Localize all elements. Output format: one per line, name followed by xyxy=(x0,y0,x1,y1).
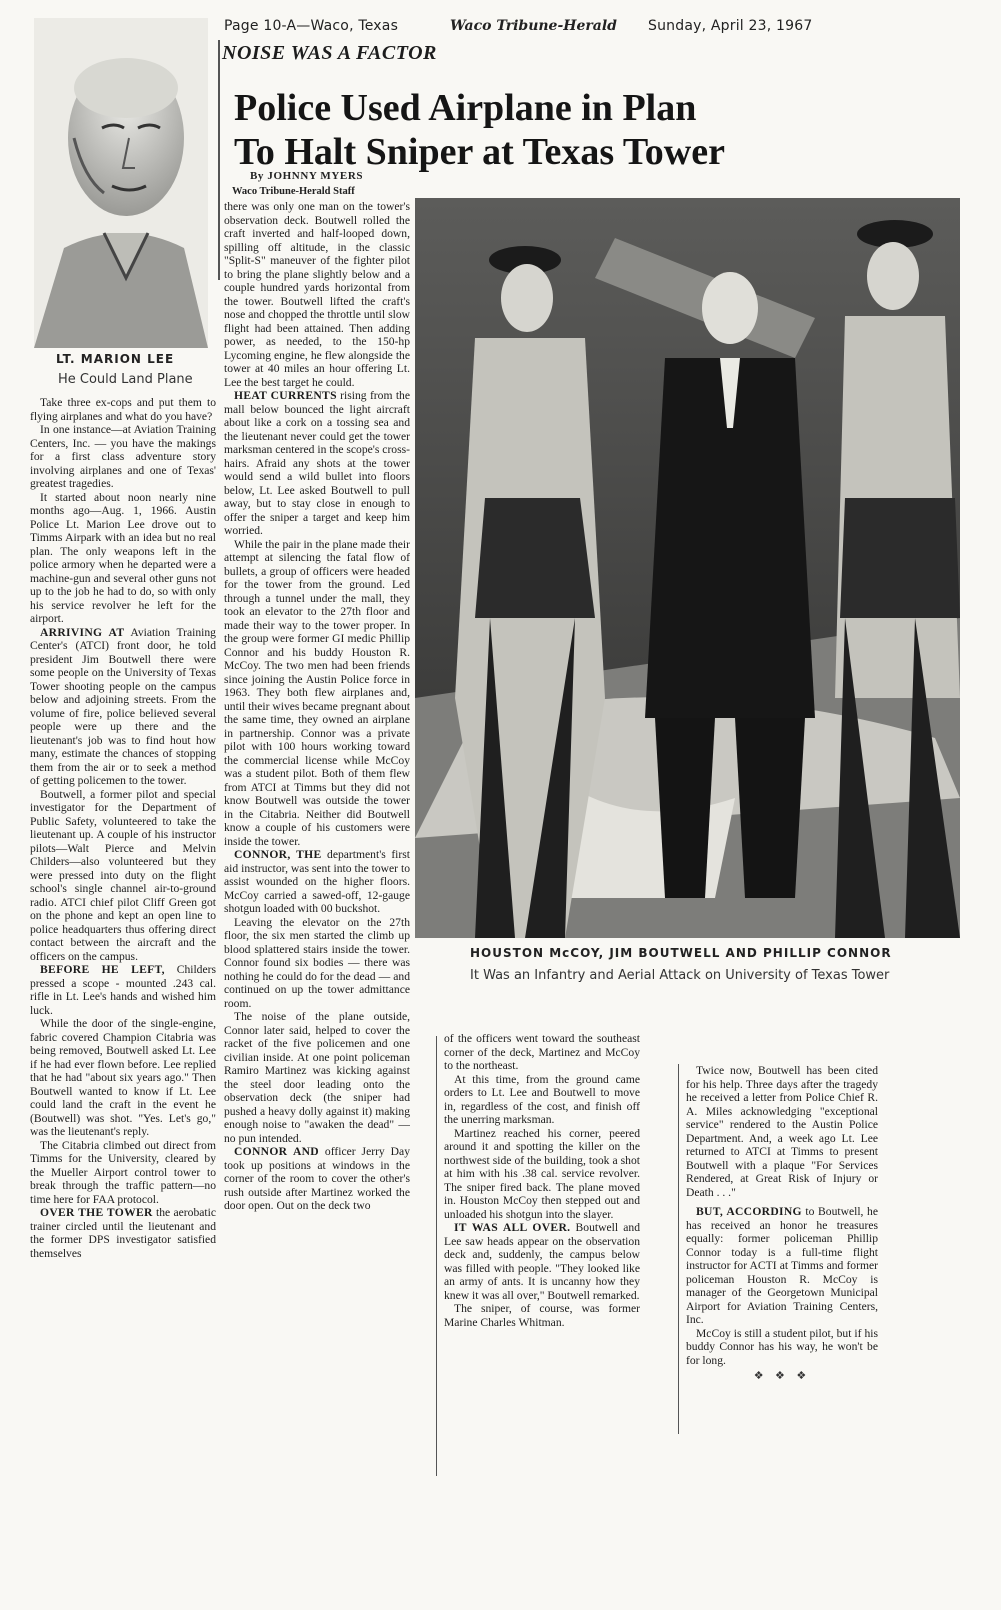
paragraph-body: department's first aid instructor, was sent into the tower to assist wounded on the higher floors. McCoy carried a sawed-off, 12-gauge shotgun loaded with 00 buckshot. xyxy=(224,848,410,915)
main-photo-image xyxy=(415,198,960,938)
paragraph-lead: BEFORE HE LEFT, xyxy=(40,963,165,976)
paragraph xyxy=(224,1145,410,1213)
paragraph-lead: CONNOR, THE xyxy=(234,848,322,861)
paragraph: At this time, from the ground came orders to Lt. Lee and Boutwell to move in, regardless of the cost, and finish off the unerring marksman. xyxy=(444,1072,640,1126)
paragraph-lead: BUT, ACCORDING xyxy=(696,1205,802,1218)
paragraph-lead: IT WAS ALL OVER. xyxy=(454,1221,571,1234)
paragraph: Take three ex-cops and put them to flying airplanes and what do you have? xyxy=(30,396,216,423)
paragraph: The Citabria climbed out direct from Timms for the University, cleared by the Mueller Airport control tower to break through the traffic pattern—no time here for FAA protocol. xyxy=(30,1138,216,1206)
byline: By JOHNNY MYERS xyxy=(250,170,364,182)
paragraph: McCoy is still a student pilot, but if his buddy Connor has his way, he won't be for long. xyxy=(686,1326,878,1367)
paragraph-body: to Boutwell, he has received an honor he treasures equally: former policeman Phillip Connor today is a full-time flight instructor for ACTI at Timms and former policeman Houston R. McCoy is manager of the Georgetown Municipal Airport for Aviation Training Centers, Inc. xyxy=(686,1205,878,1326)
portrait-caption: LT. MARION LEE xyxy=(56,352,175,366)
portrait-subcaption: He Could Land Plane xyxy=(58,372,193,387)
paragraph: The sniper, of course, was former Marine Charles Whitman. xyxy=(444,1302,640,1329)
paragraph xyxy=(224,389,410,538)
portrait-photo-lt-lee xyxy=(34,18,208,348)
paragraph: While the pair in the plane made their attempt at silencing the fatal flow of bullets, a group of officers were headed for the tower from the ground. Led through a tunnel under the mall, they took an elevator to the 27th floor and made their way to the tower proper. In the group were former GI medic Phillip Connor and his buddy Houston R. McCoy. The two men had been friends since joining the Austin Police force in 1963. They both flew airplanes and, until their wives became pregnant about the same time, they owned an airplane in partnership. Connor was a private pilot with 100 hours working toward the commercial license while McCoy was a student pilot. Both of them flew from ATCI at Timms but they did not know Boutwell was outside the tower in the Citabria. Neither did Boutwell know a couple of his customers were inside the tower. xyxy=(224,537,410,848)
headline xyxy=(234,86,725,174)
main-photo xyxy=(415,198,960,938)
headline-line-2: To Halt Sniper at Texas Tower xyxy=(234,131,725,173)
paragraph: It started about noon nearly nine months ago—Aug. 1, 1966. Austin Police Lt. Marion Lee drove out to Timms Airpark with an idea but no real plan. The only weapons left in the police armory when he departed were a machine-gun and several other guns not up to the job he had to do, so with only his service revolver he left for the airport. xyxy=(30,490,216,625)
article-column-2 xyxy=(224,200,410,1600)
paragraph xyxy=(224,848,410,916)
paragraph: of the officers went toward the southeast corner of the deck, Martinez and McCoy to the northeast. xyxy=(444,1032,640,1072)
main-photo-subcaption: It Was an Infantry and Aerial Attack on University of Texas Tower xyxy=(470,968,890,983)
paragraph-lead: CONNOR AND xyxy=(234,1145,319,1158)
paragraph: While the door of the single-engine, fabric covered Champion Citabria was being removed, Boutwell asked Lt. Lee if he had ever flown before. Lee replied that he had "about six years ago." Then Boutwell wanted to know if Lt. Lee could land the craft in the event he (Boutwell) was shot. "Yes. Let's go," was the lieutenant's reply. xyxy=(30,1017,216,1138)
paragraph: Martinez reached his corner, peered around it and spotting the killer on the northwest side of the building, took a shot at him with his .38 cal. service revolver. The sniper fired back. The plane moved in. Houston McCoy then stepped out and unloaded his shotgun into the slayer. xyxy=(444,1126,640,1221)
paragraph: Twice now, Boutwell has been cited for his help. Three days after the tragedy he received a letter from Police Chief R. A. Miles acknowledging "exceptional service" rendered to the Austin Police Department. And, a week ago Lt. Lee returned to ATCI at Timms to present Boutwell with a plaque "For Services Rendered, at Great Risk of Injury or Death . . ." xyxy=(686,1064,878,1199)
paragraph xyxy=(30,1206,216,1260)
main-photo-caption: HOUSTON McCOY, JIM BOUTWELL AND PHILLIP CONNOR xyxy=(470,946,892,960)
paragraph: there was only one man on the tower's observation deck. Boutwell rolled the craft inverted and half-looped down, spilling off altitude, in the classic "Split-S" maneuver of the fighter pilot to bring the plane slightly below and a couple hundred yards horizontal from the tower. Boutwell lifted the craft's nose and chopped the throttle until slow flight had been attained. Then adding power, as needed, to the 150-hp Lycoming engine, he flew alongside the tower at 40 miles an hour offering Lt. Lee the best target he could. xyxy=(224,200,410,389)
paragraph: Boutwell, a former pilot and special investigator for the Department of Public Safety, volunteered to take the lieutenant up. A couple of his instructor pilots—Walt Pierce and Melvin Childers—also volunteered but they were pressed into duty on the flight school's single channel air-to-ground radio. ATCI chief pilot Cliff Green got on the phone and kept an open line to police headquarters thus offering direct contact between the aircraft and the officers on the campus. xyxy=(30,787,216,963)
page-folio: Page 10-A—Waco, Texas xyxy=(224,18,399,34)
column-rule xyxy=(678,1064,679,1434)
paragraph: Leaving the elevator on the 27th floor, the six men started the climb up blood splattered stairs inside the tower. Connor found six bodies — there was nothing he could do for the dead — and continued on up the tower admittance room. xyxy=(224,915,410,1010)
paragraph-body: rising from the mall below bounced the light aircraft about like a cork on a tossing sea and the lieutenant never could get the tower marksman centered in the scope's cross-hairs. Afraid any shots at the tower would send a wild bullet into floors below, Lt. Lee asked Boutwell to pull away, but to stay close in enough to offer the sniper a target and keep him worried. xyxy=(224,389,410,537)
issue-date: Sunday, April 23, 1967 xyxy=(648,18,813,34)
paragraph xyxy=(444,1221,640,1302)
article-column-3 xyxy=(444,1032,640,1482)
article-column-1 xyxy=(30,396,216,1601)
paragraph: In one instance—at Aviation Training Centers, Inc. — you have the makings for a first class adventure story involving airplanes and one of Texas' greatest tragedies. xyxy=(30,423,216,490)
paragraph-body: Childers pressed a scope - mounted .243 cal. rifle in Lt. Lee's hands and wished him luck. xyxy=(30,963,216,1017)
end-mark: ❖ ❖ ❖ xyxy=(753,1369,811,1382)
paragraph: The noise of the plane outside, Connor later said, helped to cover the racket of the five policemen and one civilian inside. At one point policeman Ramiro Martinez was kicking against the steel door leading onto the observation deck (the sniper had pushed a heavy dolly against it) making enough noise to "awaken the dead" — no pun intended. xyxy=(224,1010,410,1145)
headline-line-1: Police Used Airplane in Plan xyxy=(234,87,697,129)
kicker: NOISE WAS A FACTOR xyxy=(222,42,437,64)
paragraph xyxy=(30,963,216,1017)
paragraph-body: the aerobatic trainer circled until the lieutenant and the former DPS investigator satisfied themselves xyxy=(30,1206,216,1260)
column-rule xyxy=(436,1036,437,1476)
masthead: Waco Tribune-Herald xyxy=(450,18,617,34)
paragraph-body: Boutwell and Lee saw heads appear on the observation deck and, suddenly, the campus below was filled with people. "They looked like an army of ants. It is uncanny how they knew it was all over," Boutwell remarked. xyxy=(444,1221,640,1302)
paragraph-body: Aviation Training Center's (ATCI) front door, he told president Jim Boutwell there were some people on the University of Texas Tower shooting people on the campus below and adjoining streets. From the volume of fire, police believed several people were up there and the lieutenant's job was to find hout how many, estimate the chances of stopping them from the air or to seek a method of getting policemen to the tower. xyxy=(30,625,216,787)
paragraph-lead: OVER THE TOWER xyxy=(40,1206,153,1219)
paragraph xyxy=(686,1205,878,1327)
paragraph-body: officer Jerry Day took up positions at windows in the corner of the room to cover the other's rush outside after Martinez worked the door open. Out on the deck two xyxy=(224,1145,410,1212)
portrait-image xyxy=(34,18,208,348)
paragraph-lead: ARRIVING AT xyxy=(40,625,125,639)
staff-line: Waco Tribune-Herald Staff xyxy=(232,186,355,197)
article-column-4 xyxy=(686,1064,878,1454)
paragraph-lead: HEAT CURRENTS xyxy=(234,389,337,402)
column-rule xyxy=(218,40,220,280)
paragraph xyxy=(30,626,216,788)
